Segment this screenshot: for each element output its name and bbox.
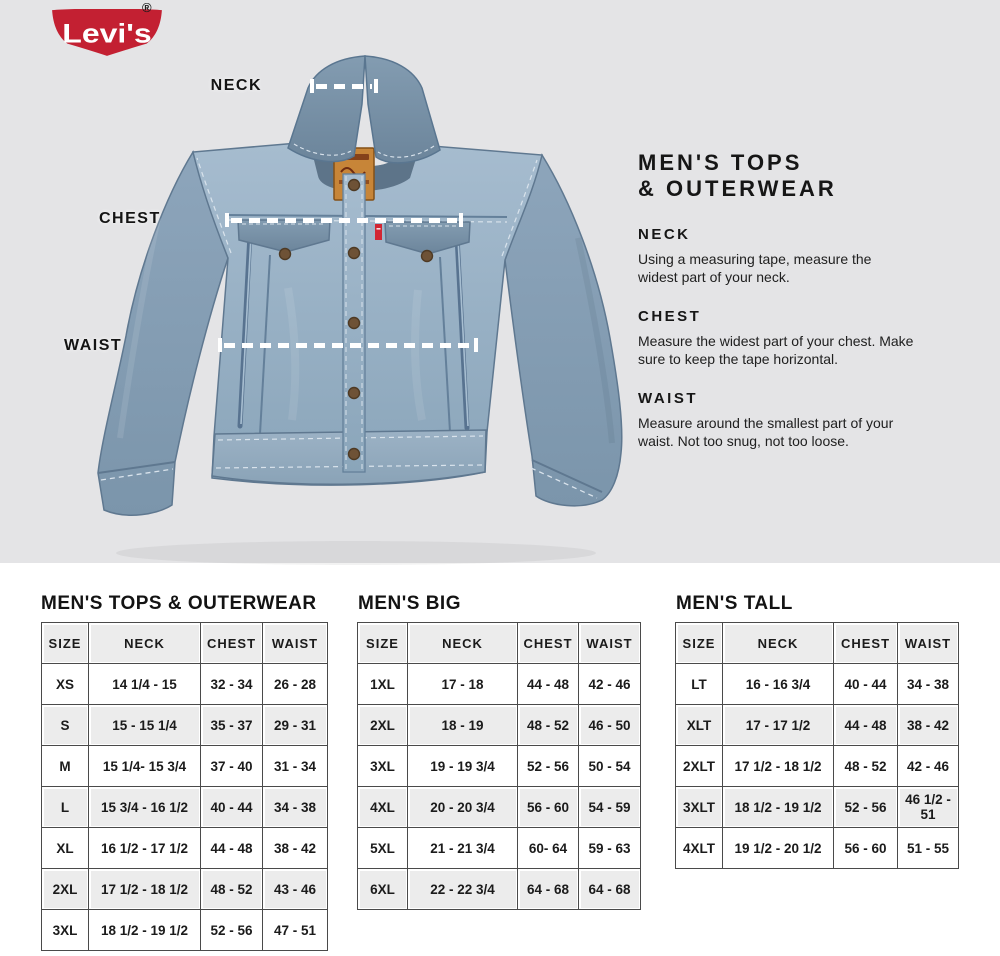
- waist-measure-label: WAIST: [64, 337, 123, 354]
- guide-text-line: sure to keep the tape horizontal.: [638, 351, 839, 367]
- table-row: [358, 787, 641, 828]
- cell-size: 3XL: [42, 910, 89, 951]
- cell-waist: 31 - 34: [263, 746, 328, 787]
- cell-size: 4XLT: [676, 828, 723, 869]
- cell-size: 1XL: [358, 664, 408, 705]
- tick: [218, 338, 222, 352]
- waist-measure-line: [218, 338, 478, 352]
- cell-waist: 29 - 31: [263, 705, 328, 746]
- table-row: [358, 746, 641, 787]
- cell-chest: 44 - 48: [518, 664, 579, 705]
- table-row: [676, 746, 959, 787]
- cell-size: LT: [676, 664, 723, 705]
- tick: [474, 338, 478, 352]
- tick: [310, 79, 314, 93]
- jacket-collar: [288, 56, 440, 163]
- cell-chest: 52 - 56: [201, 910, 263, 951]
- cell-size: XLT: [676, 705, 723, 746]
- col-header-chest: CHEST: [201, 623, 263, 664]
- jacket-shadow: [116, 541, 596, 565]
- guide-heading-chest: CHEST: [638, 308, 702, 325]
- cell-waist: 59 - 63: [579, 828, 641, 869]
- cell-chest: 44 - 48: [834, 705, 898, 746]
- guide-text-line: Measure around the smallest part of your: [638, 415, 894, 431]
- table-header-row: [676, 623, 959, 664]
- cell-size: L: [42, 787, 89, 828]
- cell-waist: 42 - 46: [579, 664, 641, 705]
- cell-size: S: [42, 705, 89, 746]
- cell-size: 2XL: [358, 705, 408, 746]
- cell-neck: 18 - 19: [408, 705, 518, 746]
- guide-text-line: Using a measuring tape, measure the: [638, 251, 872, 267]
- guide-text-line: widest part of your neck.: [638, 269, 790, 285]
- guide-heading-neck: NECK: [638, 226, 691, 243]
- cell-waist: 26 - 28: [263, 664, 328, 705]
- col-header-size: SIZE: [676, 623, 723, 664]
- col-header-size: SIZE: [42, 623, 89, 664]
- cell-neck: 17 1/2 - 18 1/2: [89, 869, 201, 910]
- cell-chest: 40 - 44: [834, 664, 898, 705]
- dashes: [224, 343, 472, 348]
- guide-heading-waist: WAIST: [638, 390, 698, 407]
- cell-neck: 16 - 16 3/4: [723, 664, 834, 705]
- cell-waist: 38 - 42: [898, 705, 959, 746]
- table-row: [42, 787, 328, 828]
- cell-neck: 19 1/2 - 20 1/2: [723, 828, 834, 869]
- cell-chest: 48 - 52: [834, 746, 898, 787]
- cell-size: XL: [42, 828, 89, 869]
- size-table-big: [357, 622, 641, 910]
- table-row: [676, 828, 959, 869]
- guide-text-line: waist. Not too snug, not too loose.: [638, 433, 849, 449]
- guide-title-line1: MEN'S TOPS: [638, 150, 803, 175]
- col-header-waist: WAIST: [898, 623, 959, 664]
- table-header-row: [358, 623, 641, 664]
- cell-waist: 64 - 68: [579, 869, 641, 910]
- cell-waist: 34 - 38: [898, 664, 959, 705]
- cell-waist: 43 - 46: [263, 869, 328, 910]
- cell-chest: 37 - 40: [201, 746, 263, 787]
- guide-text-line: Measure the widest part of your chest. Make: [638, 333, 914, 349]
- table-row: [358, 664, 641, 705]
- measuring-guide: [638, 150, 950, 472]
- col-header-neck: NECK: [408, 623, 518, 664]
- cell-waist: 46 1/2 - 51: [898, 787, 959, 828]
- neck-measure-label: NECK: [210, 77, 262, 94]
- col-header-size: SIZE: [358, 623, 408, 664]
- logo-text: Levi's: [62, 18, 152, 49]
- cell-size: 5XL: [358, 828, 408, 869]
- cell-chest: 52 - 56: [518, 746, 579, 787]
- table-row: [676, 787, 959, 828]
- col-header-neck: NECK: [89, 623, 201, 664]
- cell-chest: 40 - 44: [201, 787, 263, 828]
- tick: [225, 213, 229, 227]
- cell-chest: 56 - 60: [518, 787, 579, 828]
- table-row: [42, 746, 328, 787]
- cell-waist: 38 - 42: [263, 828, 328, 869]
- guide-title-line2: & OUTERWEAR: [638, 176, 837, 201]
- dashes: [316, 84, 372, 89]
- neck-measure-line: [310, 79, 378, 93]
- cell-neck: 15 - 15 1/4: [89, 705, 201, 746]
- cell-chest: 48 - 52: [518, 705, 579, 746]
- cell-chest: 64 - 68: [518, 869, 579, 910]
- cell-size: XS: [42, 664, 89, 705]
- table-row: [358, 869, 641, 910]
- denim-jacket-image: [88, 48, 628, 573]
- cell-size: 2XL: [42, 869, 89, 910]
- col-header-waist: WAIST: [579, 623, 641, 664]
- table-row: [676, 705, 959, 746]
- table-title-tall: MEN'S TALL: [676, 593, 793, 614]
- cell-neck: 15 3/4 - 16 1/2: [89, 787, 201, 828]
- col-header-chest: CHEST: [518, 623, 579, 664]
- cell-size: 6XL: [358, 869, 408, 910]
- cell-chest: 32 - 34: [201, 664, 263, 705]
- table-row: [42, 828, 328, 869]
- cell-neck: 14 1/4 - 15: [89, 664, 201, 705]
- cell-waist: 34 - 38: [263, 787, 328, 828]
- cell-neck: 18 1/2 - 19 1/2: [723, 787, 834, 828]
- cell-waist: 51 - 55: [898, 828, 959, 869]
- tick: [459, 213, 463, 227]
- registered-trademark: ®: [142, 0, 152, 15]
- cell-chest: 44 - 48: [201, 828, 263, 869]
- guide-title: [638, 150, 950, 202]
- cell-size: 3XLT: [676, 787, 723, 828]
- cell-neck: 16 1/2 - 17 1/2: [89, 828, 201, 869]
- cell-chest: 48 - 52: [201, 869, 263, 910]
- table-row: [42, 910, 328, 951]
- cell-neck: 17 1/2 - 18 1/2: [723, 746, 834, 787]
- cell-neck: 17 - 17 1/2: [723, 705, 834, 746]
- table-header-row: [42, 623, 328, 664]
- chest-measure-line: [225, 213, 463, 227]
- table-title-tops-outerwear: MEN'S TOPS & OUTERWEAR: [41, 593, 317, 614]
- table-row: [358, 828, 641, 869]
- cell-chest: 56 - 60: [834, 828, 898, 869]
- cell-size: 4XL: [358, 787, 408, 828]
- table-title-big: MEN'S BIG: [358, 593, 461, 614]
- table-row: [42, 869, 328, 910]
- cell-neck: 20 - 20 3/4: [408, 787, 518, 828]
- cell-waist: 46 - 50: [579, 705, 641, 746]
- cell-neck: 18 1/2 - 19 1/2: [89, 910, 201, 951]
- cell-chest: 35 - 37: [201, 705, 263, 746]
- cell-neck: 19 - 19 3/4: [408, 746, 518, 787]
- cell-waist: 50 - 54: [579, 746, 641, 787]
- cell-neck: 22 - 22 3/4: [408, 869, 518, 910]
- dashes: [231, 218, 457, 223]
- cell-chest: 52 - 56: [834, 787, 898, 828]
- tick: [374, 79, 378, 93]
- cell-size: M: [42, 746, 89, 787]
- guide-text-chest: [638, 332, 950, 368]
- col-header-neck: NECK: [723, 623, 834, 664]
- col-header-waist: WAIST: [263, 623, 328, 664]
- size-table-tops-outerwear: [41, 622, 328, 951]
- cell-waist: 47 - 51: [263, 910, 328, 951]
- size-table-tall: [675, 622, 959, 869]
- table-row: [358, 705, 641, 746]
- guide-text-neck: [638, 250, 950, 286]
- cell-neck: 17 - 18: [408, 664, 518, 705]
- cell-size: 3XL: [358, 746, 408, 787]
- chest-measure-label: CHEST: [99, 210, 161, 227]
- col-header-chest: CHEST: [834, 623, 898, 664]
- cell-waist: 42 - 46: [898, 746, 959, 787]
- cell-waist: 54 - 59: [579, 787, 641, 828]
- table-row: [42, 705, 328, 746]
- cell-size: 2XLT: [676, 746, 723, 787]
- cell-neck: 15 1/4- 15 3/4: [89, 746, 201, 787]
- cell-neck: 21 - 21 3/4: [408, 828, 518, 869]
- table-row: [676, 664, 959, 705]
- guide-text-waist: [638, 414, 950, 450]
- table-row: [42, 664, 328, 705]
- cell-chest: 60- 64: [518, 828, 579, 869]
